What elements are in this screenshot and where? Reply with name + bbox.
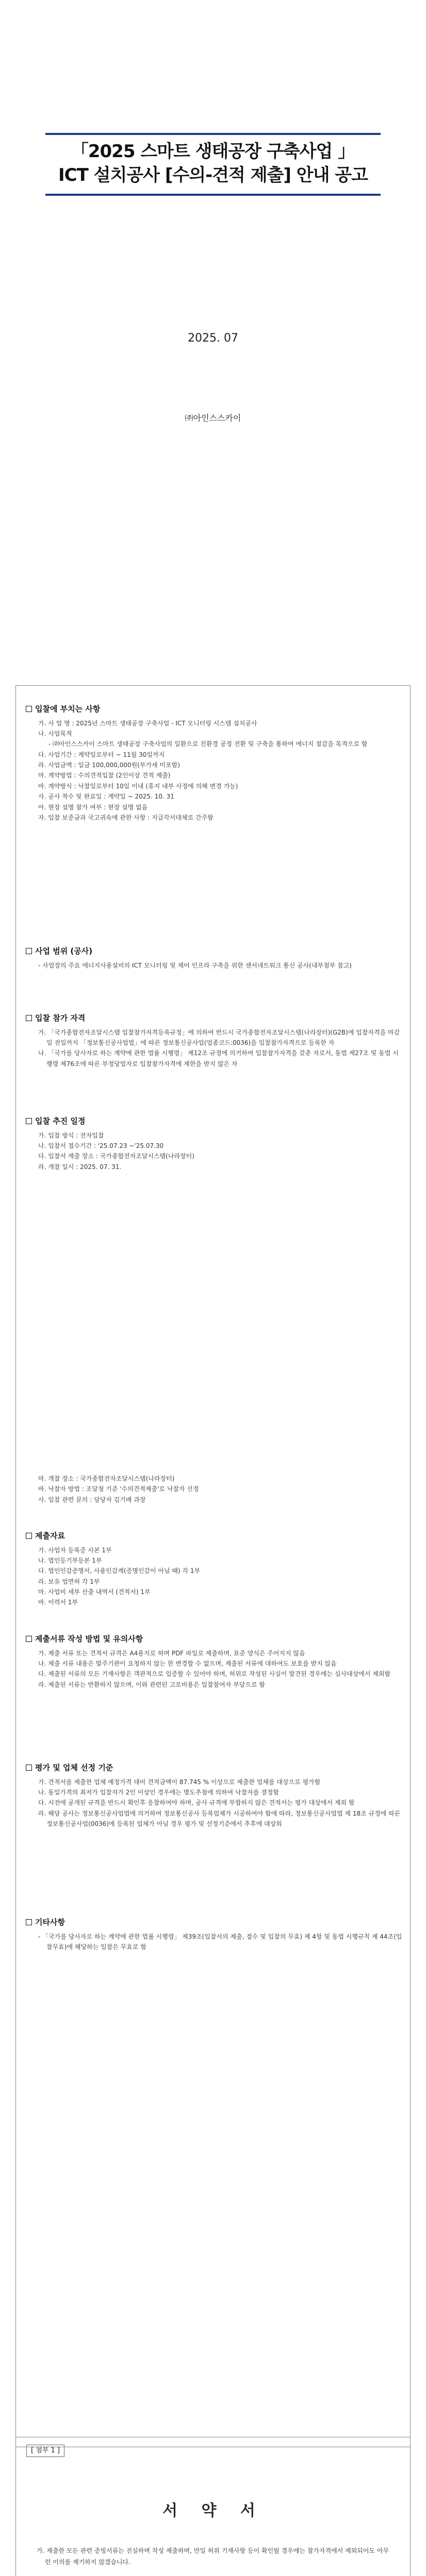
section-item: 가. 입찰 방식 : 전자입찰 (38, 1131, 104, 1139)
section-heading-text: 입찰에 부치는 사항 (35, 704, 101, 714)
section-item: 마. 계약방법 : 수의견적입찰 (2인이상 견적 제출) (38, 772, 171, 779)
pledge-paragraph-1: 가. 제출한 모든 관련 증빙서류는 진실하며 작성 제출하며, 만일 허위 기재사항 등이 확인될 경우에는 참가자격에서 제외되어도 아무런 이의를 제기하지 않겠습니다. (37, 2547, 389, 2566)
attachment-title: 서 약 서 (162, 2502, 265, 2520)
section-item: 자. 입찰 보증금과 국고귀속에 관한 사항 : 지급각서대체로 간주함 (38, 814, 214, 822)
section-item: 다. 법인인감증명서, 사용인감계(증명인감이 아닐 때) 각 1부 (38, 1567, 201, 1575)
section-item: 바. 낙찰자 방법 : 조달청 기준 '수의견적제출'로 낙찰자 선정 (38, 1485, 199, 1493)
section-item: 나. 동일가격의 최저가 입찰자가 2인 이상인 경우에는 별도추첨에 의하여 낙찰자를 결정함 (38, 1788, 279, 1796)
section-item: 다. 시전에 공개된 규격을 반드시 확인후 응찰하여야 하며, 공사 규격에 부합하지 않은 견적서는 평가 대상에서 제외 함 (38, 1799, 355, 1807)
section-item: 가. 제출 서류 또는 견적서 규격은 A4용지로 하며 PDF 파일로 제출하며, 표준 양식은 주어지지 않음 (38, 1649, 305, 1657)
section-item: 라. 해당 공사는 정보통신공사업법에 의거하여 정보통신공사 등록업체가 시공하여야 함에 따라, 정보통신공사업법 제 18조 규정에 따른 정보통신공사업(0036)에 등록된 업체가 아닐 경우 평가 및 선정기준에서 추후에 대상외 (38, 1809, 401, 1828)
section-heading-text: 제출자료 (35, 1531, 65, 1540)
section-heading-text: 평가 및 업체 선정 기준 (35, 1763, 113, 1772)
section-submission (21, 1633, 402, 1690)
checkbox-square-icon (26, 1765, 32, 1771)
attachment-label: [ 첨부 1 ] (26, 2445, 64, 2457)
checkbox-square-icon (26, 1919, 32, 1925)
checkbox-square-icon (26, 948, 32, 954)
section-overview (21, 703, 402, 823)
section-item: 다. 입찰서 제출 장소 : 국가종합전자조달시스템(나라장터) (38, 1153, 194, 1160)
section-item: 다. 사업기간 : 계약일로부터 ~ 11월 30일까지 (38, 751, 165, 758)
section-item: - 사업장의 주요 에너지사용설비의 ICT 모니터링 및 제어 인프라 구축을 위한 센서네트워크 통신 공사(내부첨부 참고) (38, 961, 352, 969)
section-item: 가. 사업자 등록증 사본 1부 (38, 1546, 112, 1554)
section-heading (26, 1115, 402, 1127)
section-item: 마. 개찰 장소 : 국가종합전자조달시스템(나라장터) (38, 1475, 175, 1482)
section-heading-text: 입찰 참가 자격 (35, 1013, 86, 1023)
checkbox-square-icon (26, 706, 32, 712)
section-heading-text: 사업 범위 (공사) (35, 946, 93, 956)
section-item: 나. 입찰서 접수기간 : '25.07.23 ~'25.07.30 (38, 1142, 164, 1149)
section-item: 다. 제출된 서류의 모든 기재사항은 객관적으로 입증할 수 있어야 하며, 허위로 작성된 사실이 발견된 경우에는 심사대상에서 제외함 (38, 1670, 391, 1678)
checkbox-square-icon (26, 1118, 32, 1124)
section-item: 라. 개찰 일시 : 2025. 07. 31. (38, 1163, 122, 1171)
section-item: 라. 사업금액 : 일금 100,000,000원(부가세 미포함) (38, 761, 180, 769)
announcement-date: 2025. 07 (188, 332, 238, 345)
section-item: 나. 법인등기부등본 1부 (38, 1556, 102, 1564)
title-line-2: ICT 설치공사 [수의-견적 제출] 안내 공고 (58, 164, 368, 185)
section-item: 사. 입찰 관련 문의 : 담당자 김기배 과장 (38, 1496, 146, 1503)
checkbox-square-icon (26, 1015, 32, 1021)
section-item: - ㈜아인스스카이 스마트 생태공장 구축사업의 일환으로 친환경 공정 전환 및 구축을 통하여 에너지 절감을 목적으로 함 (48, 740, 368, 748)
section-schedule (21, 1115, 402, 1172)
attachment-pledge (15, 2437, 411, 2576)
section-item: 아. 현장 설명 참가 여부 : 현장 설명 없음 (38, 803, 148, 811)
section-heading (26, 1530, 402, 1542)
section-heading (26, 1762, 402, 1774)
section-documents (21, 1530, 402, 1608)
section-eligibility (21, 1012, 402, 1069)
section-others (21, 1917, 402, 1952)
section-item: 마. 사업비 세부 산출 내역서 (견적서) 1부 (38, 1588, 151, 1596)
section-item: - 「국가를 당사자로 하는 계약에 관한 법률 시행령」 제39조(입찰서의 제출, 접수 및 입찰의 무효) 제 4항 및 동법 시행규칙 제 44조(입찰무효)에 해당하는 입찰은 무효로 함 (38, 1933, 402, 1951)
section-heading (26, 1012, 402, 1024)
title-line-1: 「2025 스마트 생태공장 구축사업 」 (71, 141, 355, 162)
section-item: 나. 사업목적 (38, 730, 72, 737)
section-item: 라. 보유 업면허 각 1부 (38, 1578, 100, 1585)
section-heading-text: 제출서류 작성 방법 및 유의사항 (35, 1634, 143, 1643)
section-heading (26, 703, 402, 715)
section-opening (21, 1473, 402, 1505)
section-item: 사. 공사 착수 및 완료일 : 계약일 ~ 2025. 10. 31 (38, 793, 174, 801)
checkbox-square-icon (26, 1533, 32, 1539)
company-name: ㈜아인스스카이 (185, 413, 241, 423)
section-scope (21, 945, 402, 971)
section-item: 라. 제출된 서류는 반환하지 않으며, 이와 관련된 고로비용은 입찰참여자 부담으로 함 (38, 1681, 265, 1688)
section-item: 나. 「국가를 당사자로 하는 계약에 관한 법률 시행령」 제12조 규정에 의거하여 입찰참가자격을 갖춘 자로서, 동법 제27조 및 동법 시행령 제76조에 따른 부정당업자로 입찰참가자격에 제한을 받지 않은 자 (38, 1049, 399, 1067)
section-item: 바. 이력서 1부 (38, 1599, 78, 1606)
section-item: 가. 견적서를 제출한 업체 예정가격 대비 견적금액이 87.745 % 이상으로 제출한 업체를 대상으로 평가함 (38, 1778, 321, 1786)
checkbox-square-icon (26, 1636, 32, 1642)
section-item: 가. 「국가종합전자조달시스템 입찰참가자격등록규정」에 의하여 반드시 국가종합전자조달시스템(나라장터)(G2B)에 입찰자격을 마감일 전일까지 「정보통신공사업법」에 따른 정보통신공사업(업종코드:0036)을 입찰참가자격으로 등록한 자 (38, 1028, 400, 1046)
section-heading (26, 1917, 402, 1928)
announcement-title (45, 133, 381, 196)
section-item: 가. 사 업 명 : 2025년 스마트 생태공장 구축사업 - ICT 모니터링 시스템 설치공사 (38, 719, 257, 727)
section-evaluation (21, 1762, 402, 1829)
section-heading-text: 기타사항 (35, 1918, 65, 1927)
section-item: 바. 계약방식 : 낙찰일로부터 10일 이내 (휴지 내부 사정에 의해 변경 가능) (38, 782, 238, 790)
section-item: 나. 제출 서류 내용은 발주기관이 요청하지 않는 한 변경할 수 없으며, 제출된 서류에 대하여도 보호를 받지 않음 (38, 1659, 337, 1667)
section-heading (26, 1633, 402, 1645)
section-heading (26, 945, 402, 957)
section-heading-text: 입찰 추진 일정 (35, 1116, 86, 1126)
